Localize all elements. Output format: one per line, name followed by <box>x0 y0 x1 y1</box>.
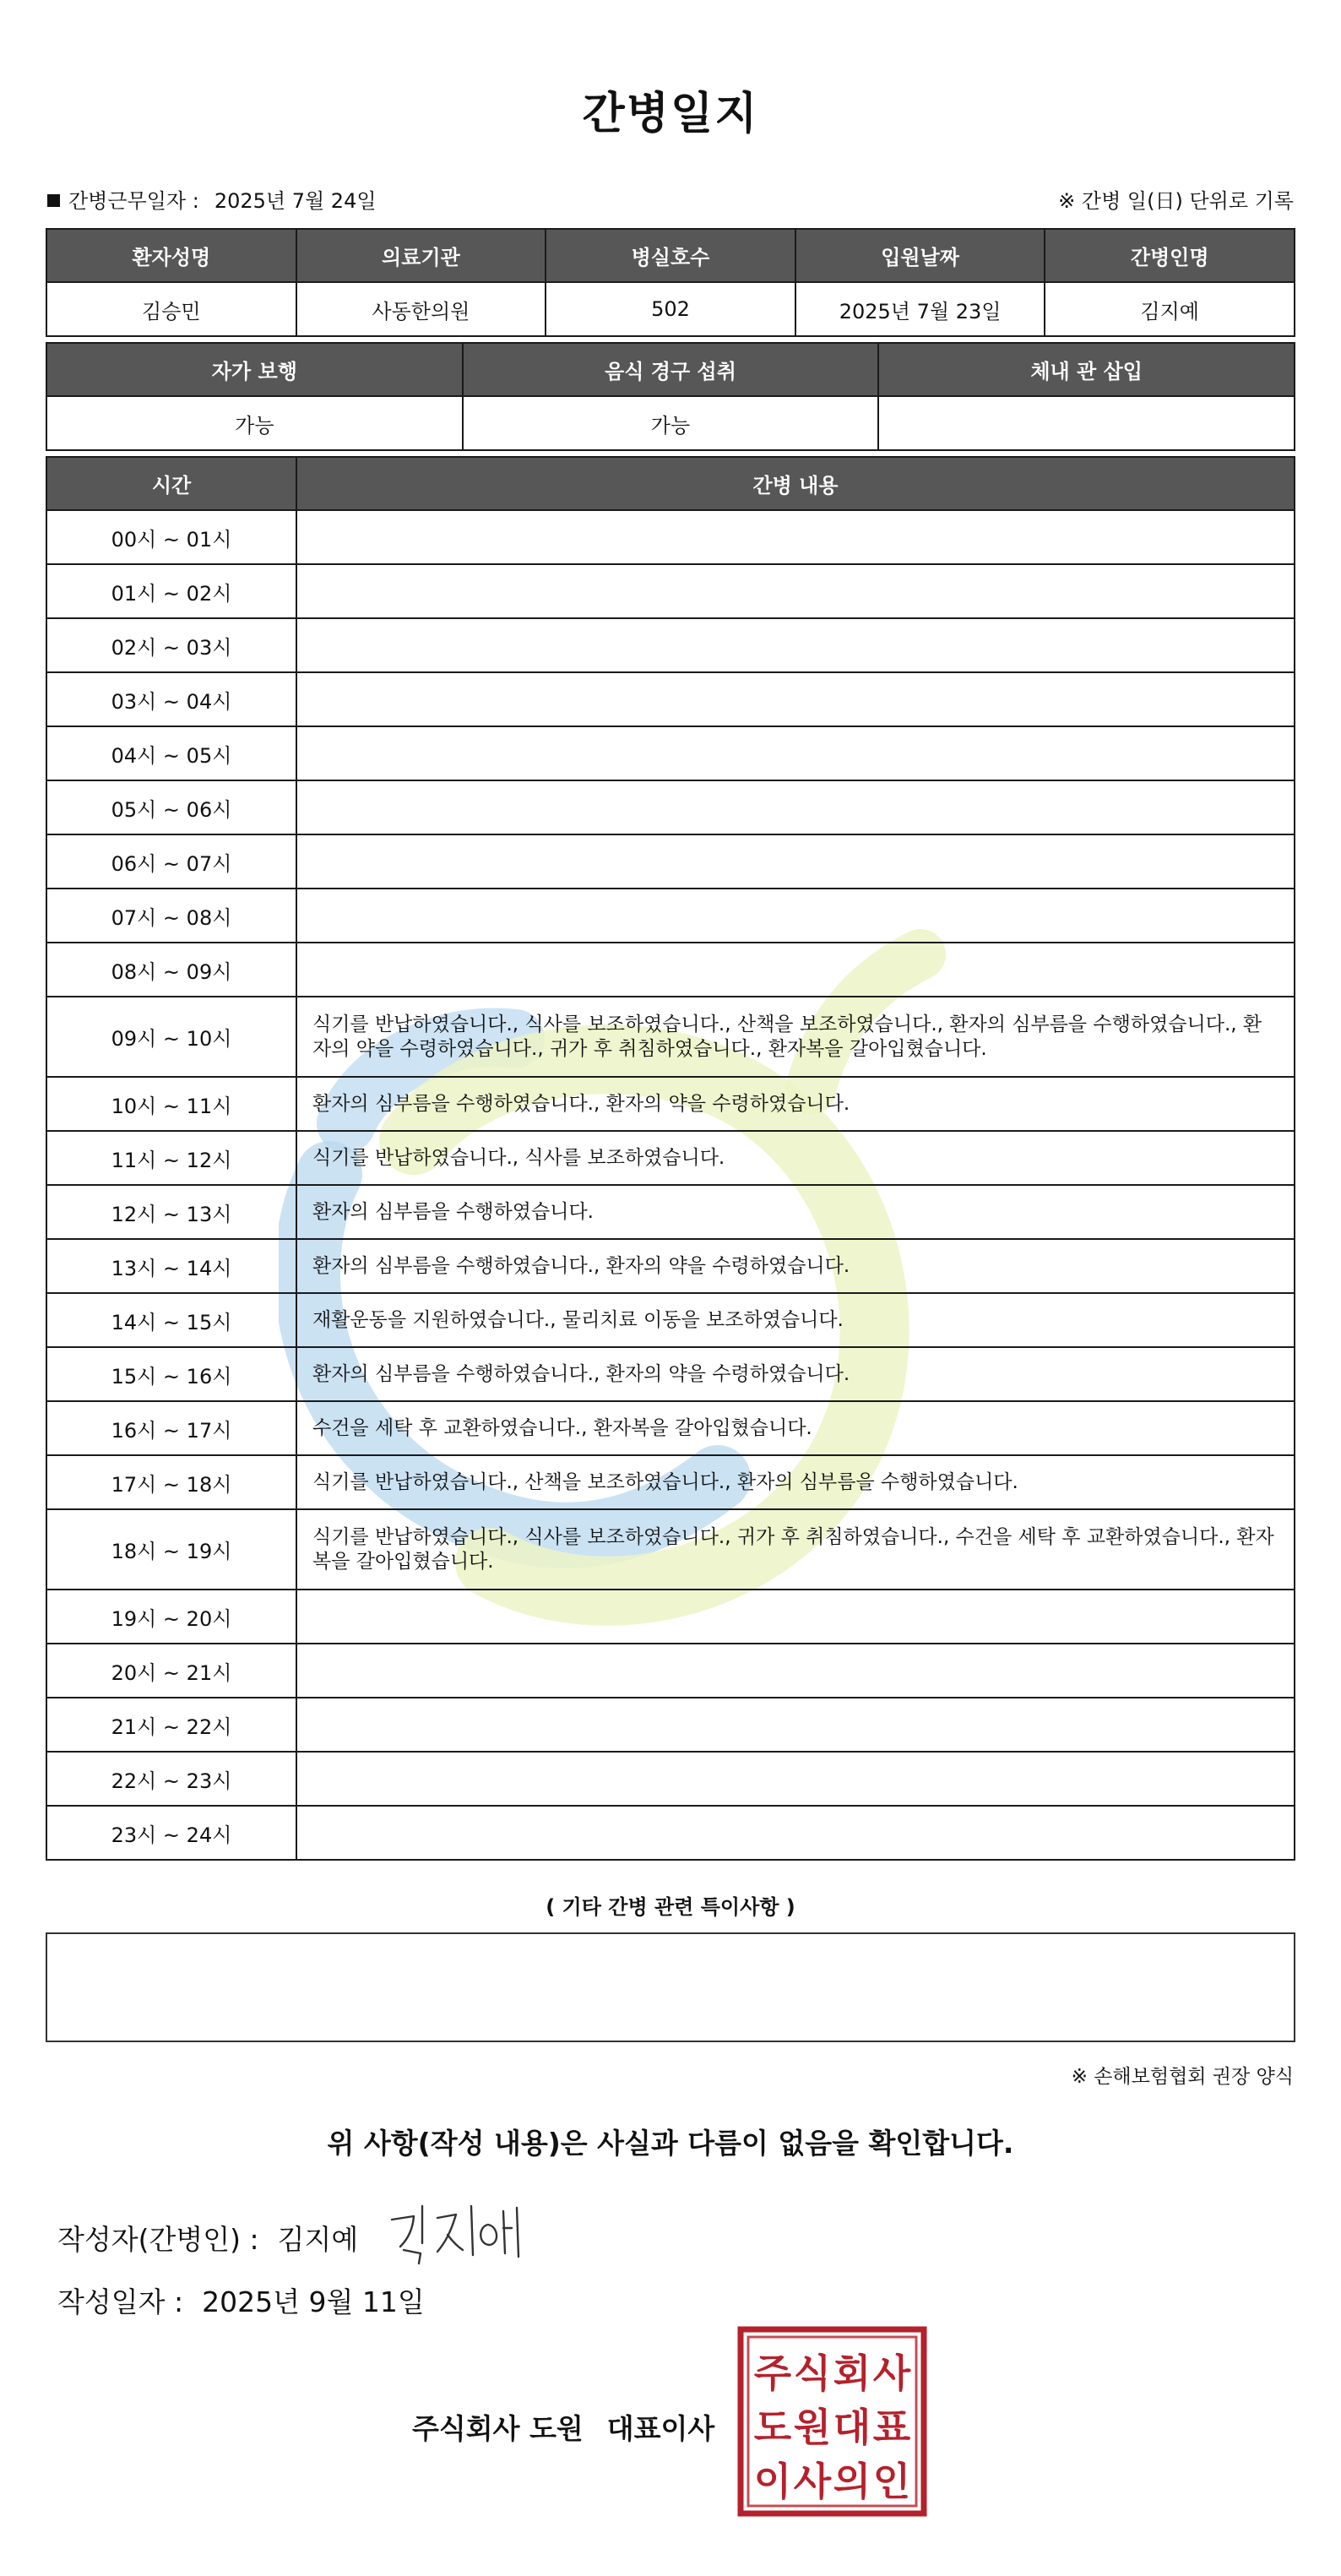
table-row <box>46 1644 1295 1698</box>
self-walking-value: 가능 <box>46 396 463 450</box>
table-row <box>46 1185 1295 1239</box>
svg-text:회: 회 <box>833 2350 871 2396</box>
care-content-cell: 환자의 심부름을 수행하였습니다. <box>296 1185 1295 1239</box>
time-cell: 14시 ~ 15시 <box>46 1293 296 1347</box>
header-time: 시간 <box>46 457 296 510</box>
bullet-square-icon <box>47 194 60 207</box>
care-content-cell <box>296 889 1295 943</box>
written-date-label: 작성일자 : <box>57 2285 184 2318</box>
time-cell: 19시 ~ 20시 <box>46 1590 296 1644</box>
care-content-cell <box>296 564 1295 618</box>
table-row <box>46 943 1295 997</box>
time-cell: 13시 ~ 14시 <box>46 1239 296 1293</box>
patient-value-row <box>46 282 1295 336</box>
table-row <box>46 1131 1295 1185</box>
care-content-cell <box>296 1644 1295 1698</box>
header-patient-name: 환자성명 <box>46 229 296 282</box>
care-content-cell <box>296 834 1295 889</box>
svg-text:표: 표 <box>872 2405 911 2450</box>
time-cell: 23시 ~ 24시 <box>46 1806 296 1860</box>
svg-text:원: 원 <box>793 2405 832 2450</box>
care-content-cell <box>296 1698 1295 1752</box>
svg-text:이: 이 <box>753 2459 792 2504</box>
svg-text:사: 사 <box>793 2459 832 2504</box>
care-content-cell <box>296 780 1295 834</box>
care-content-cell <box>296 618 1295 672</box>
time-cell: 09시 ~ 10시 <box>46 997 296 1077</box>
written-date-value: 2025년 9월 11일 <box>202 2285 425 2318</box>
table-row <box>46 1509 1295 1590</box>
care-content-cell: 환자의 심부름을 수행하였습니다., 환자의 약을 수령하였습니다. <box>296 1347 1295 1401</box>
time-cell: 17시 ~ 18시 <box>46 1455 296 1509</box>
time-cell: 05시 ~ 06시 <box>46 780 296 834</box>
svg-text:식: 식 <box>793 2350 832 2396</box>
care-content-cell: 식기를 반납하였습니다., 식사를 보조하였습니다. <box>296 1131 1295 1185</box>
table-row <box>46 564 1295 618</box>
header-self-walking: 자가 보행 <box>46 343 463 396</box>
time-cell: 11시 ~ 12시 <box>46 1131 296 1185</box>
time-cell: 03시 ~ 04시 <box>46 672 296 726</box>
care-content-cell <box>296 672 1295 726</box>
care-log-table <box>46 456 1295 1861</box>
table-row <box>46 1806 1295 1860</box>
recommend-note: ※ 손해보험협회 권장 양식 <box>1071 2066 1294 2088</box>
writer-line <box>57 2218 358 2258</box>
table-row <box>46 726 1295 780</box>
patient-info-table <box>46 228 1295 337</box>
caregiver-name: 김지예 <box>1045 282 1295 336</box>
patient-header-row <box>46 229 1295 282</box>
company-seal-stamp <box>737 2326 927 2517</box>
time-cell: 16시 ~ 17시 <box>46 1401 296 1455</box>
writer-label: 작성자(간병인) : <box>57 2223 259 2256</box>
header-oral-intake: 음식 경구 섭취 <box>463 343 879 396</box>
care-content-cell: 식기를 반납하였습니다., 산책을 보조하였습니다., 환자의 심부름을 수행하였습니다. <box>296 1455 1295 1509</box>
care-content-cell: 환자의 심부름을 수행하였습니다., 환자의 약을 수령하였습니다. <box>296 1239 1295 1293</box>
table-row <box>46 1077 1295 1131</box>
writer-name: 김지예 <box>277 2223 359 2256</box>
admission-date: 2025년 7월 23일 <box>795 282 1045 336</box>
header-room: 병실호수 <box>546 229 795 282</box>
unit-note: ※ 간병 일(日) 단위로 기록 <box>1058 189 1294 213</box>
svg-text:의: 의 <box>833 2459 871 2504</box>
table-row <box>46 1455 1295 1509</box>
table-row <box>46 997 1295 1077</box>
time-cell: 15시 ~ 16시 <box>46 1347 296 1401</box>
handwritten-signature <box>385 2194 537 2270</box>
table-row <box>46 510 1295 564</box>
svg-text:도: 도 <box>753 2405 792 2450</box>
table-row <box>46 1698 1295 1752</box>
table-row <box>46 1347 1295 1401</box>
table-row <box>46 672 1295 726</box>
table-row <box>46 889 1295 943</box>
header-hospital: 의료기관 <box>296 229 546 282</box>
time-cell: 01시 ~ 02시 <box>46 564 296 618</box>
care-content-cell: 식기를 반납하였습니다., 식사를 보조하였습니다., 귀가 후 취침하였습니다., 수건을 세탁 후 교환하였습니다., 환자복을 갈아입혔습니다. <box>296 1509 1295 1590</box>
care-log-header-row <box>46 457 1295 510</box>
time-cell: 04시 ~ 05시 <box>46 726 296 780</box>
time-cell: 22시 ~ 23시 <box>46 1752 296 1806</box>
care-content-cell: 환자의 심부름을 수행하였습니다., 환자의 약을 수령하였습니다. <box>296 1077 1295 1131</box>
svg-text:사: 사 <box>872 2350 911 2396</box>
time-cell: 18시 ~ 19시 <box>46 1509 296 1590</box>
time-cell: 21시 ~ 22시 <box>46 1698 296 1752</box>
status-header-row <box>46 343 1295 396</box>
written-date-line <box>57 2280 425 2320</box>
confirmation-statement: 위 사항(작성 내용)은 사실과 다름이 없음을 확인합니다. <box>327 2127 1014 2160</box>
header-tube-insertion: 체내 관 삽입 <box>878 343 1295 396</box>
table-row <box>46 618 1295 672</box>
remarks-title: ( 기타 간병 관련 특이사항 ) <box>546 1895 795 1919</box>
time-cell: 12시 ~ 13시 <box>46 1185 296 1239</box>
care-content-cell: 재활운동을 지원하였습니다., 물리치료 이동을 보조하였습니다. <box>296 1293 1295 1347</box>
time-cell: 07시 ~ 08시 <box>46 889 296 943</box>
tube-insertion-value <box>878 396 1295 450</box>
svg-text:대: 대 <box>833 2405 871 2450</box>
table-row <box>46 1293 1295 1347</box>
time-cell: 08시 ~ 09시 <box>46 943 296 997</box>
care-content-cell: 식기를 반납하였습니다., 식사를 보조하였습니다., 산책을 보조하였습니다., 환자의 심부름을 수행하였습니다., 환자의 약을 수령하였습니다., 귀가 후 취침하였습니다., 환자복을 갈아입혔습니다. <box>296 997 1295 1077</box>
svg-text:인: 인 <box>872 2459 911 2504</box>
work-date-label: 간병근무일자 : <box>68 189 199 213</box>
representative-title: 대표이사 <box>606 2412 715 2445</box>
time-cell: 02시 ~ 03시 <box>46 618 296 672</box>
status-value-row <box>46 396 1295 450</box>
table-row <box>46 1590 1295 1644</box>
work-date-line <box>47 184 377 214</box>
header-admission-date: 입원날짜 <box>795 229 1045 282</box>
table-row <box>46 1239 1295 1293</box>
care-content-cell: 수건을 세탁 후 교환하였습니다., 환자복을 갈아입혔습니다. <box>296 1401 1295 1455</box>
table-row <box>46 1752 1295 1806</box>
page-title: 간병일지 <box>582 89 759 139</box>
time-cell: 20시 ~ 21시 <box>46 1644 296 1698</box>
room-number: 502 <box>546 282 795 336</box>
patient-status-table <box>46 342 1295 451</box>
time-cell: 10시 ~ 11시 <box>46 1077 296 1131</box>
company-line <box>412 2407 714 2447</box>
table-row <box>46 780 1295 834</box>
remarks-box <box>46 1932 1295 2042</box>
care-content-cell <box>296 1590 1295 1644</box>
care-content-cell <box>296 943 1295 997</box>
care-content-cell <box>296 510 1295 564</box>
hospital-name: 사동한의원 <box>296 282 546 336</box>
care-content-cell <box>296 1806 1295 1860</box>
header-caregiver: 간병인명 <box>1045 229 1295 282</box>
care-content-cell <box>296 726 1295 780</box>
time-cell: 06시 ~ 07시 <box>46 834 296 889</box>
table-row <box>46 834 1295 889</box>
oral-intake-value: 가능 <box>463 396 879 450</box>
svg-text:주: 주 <box>753 2350 792 2396</box>
work-date-value: 2025년 7월 24일 <box>214 189 377 213</box>
patient-name: 김승민 <box>46 282 296 336</box>
table-row <box>46 1401 1295 1455</box>
header-care-content: 간병 내용 <box>296 457 1295 510</box>
time-cell: 00시 ~ 01시 <box>46 510 296 564</box>
company-name: 주식회사 도원 <box>412 2412 584 2445</box>
care-content-cell <box>296 1752 1295 1806</box>
